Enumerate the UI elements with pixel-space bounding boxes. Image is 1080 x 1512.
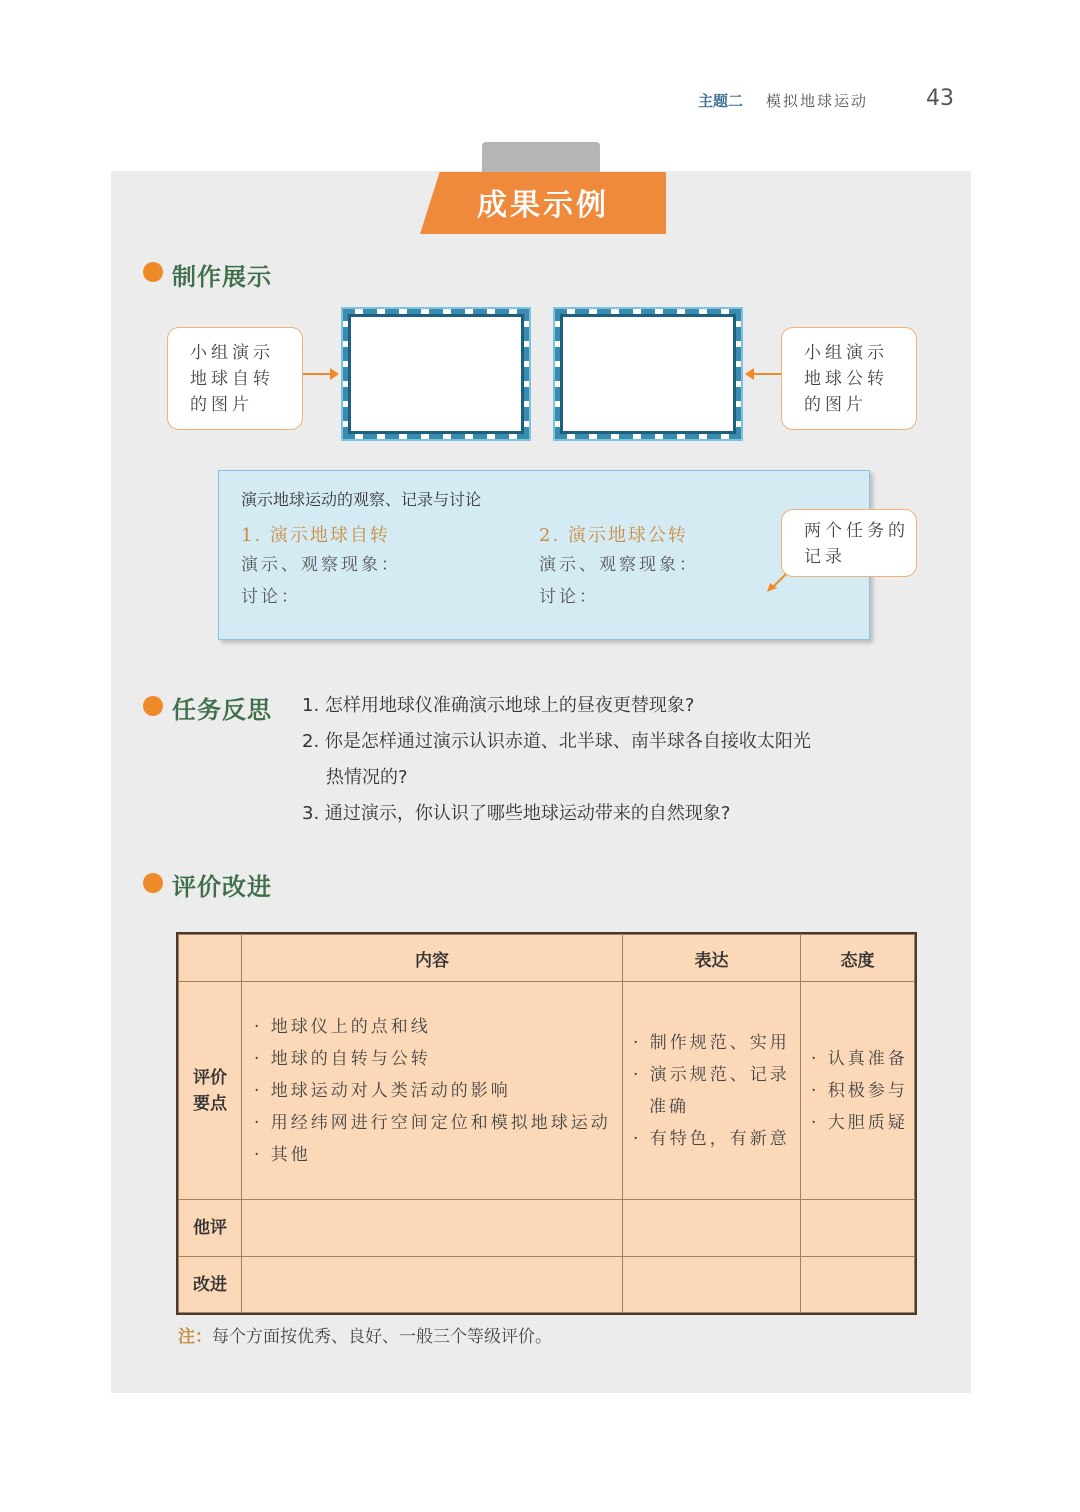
task2-observe: 演示、观察现象：	[539, 555, 699, 575]
header-topic: 主题二	[698, 92, 744, 110]
photo-frame-rotation	[341, 307, 531, 441]
right-callout-line: 地球公转	[804, 369, 888, 389]
callout-arrow-icon	[764, 572, 790, 594]
note-label: 注：	[178, 1327, 212, 1347]
table-row	[179, 982, 915, 1200]
list-item: · 认真准备	[811, 1048, 908, 1069]
row-label-points	[179, 982, 242, 1200]
task2-discuss: 讨论：	[539, 587, 599, 607]
right-callout-line: 小组演示	[804, 343, 888, 363]
list-item: · 大胆质疑	[811, 1112, 908, 1133]
arrow-head-icon	[330, 368, 339, 380]
section-bullet-icon	[143, 262, 163, 282]
task1-discuss: 讨论：	[241, 587, 301, 607]
question-item: 2. 你是怎样通过演示认识赤道、北半球、南半球各自接收太阳光	[302, 731, 811, 752]
table-header-content: 内容	[242, 935, 623, 982]
improve-attitude-cell	[801, 1257, 915, 1313]
question-item: 热情况的?	[326, 767, 408, 788]
peer-attitude-cell	[801, 1200, 915, 1257]
list-item: · 地球运动对人类活动的影响	[254, 1080, 511, 1101]
improve-content-cell	[242, 1257, 623, 1313]
arrow-right-icon	[303, 373, 333, 375]
note-text: 每个方面按优秀、良好、一般三个等级评价。	[212, 1327, 552, 1347]
row-label-peer: 他评	[179, 1200, 242, 1257]
right-callout-line: 的图片	[804, 395, 867, 415]
record-callout-line: 两个任务的	[804, 521, 909, 541]
table-corner-cell	[179, 935, 242, 982]
list-item: · 制作规范、实用	[633, 1032, 790, 1053]
table-row	[179, 1257, 915, 1313]
record-callout-line: 记录	[804, 547, 846, 567]
attitude-cell	[801, 982, 915, 1200]
table-header-attitude: 态度	[801, 935, 915, 982]
row-label-improve: 改进	[179, 1257, 242, 1313]
evaluation-table	[178, 934, 915, 1313]
list-item: 准确	[649, 1096, 689, 1117]
header-title: 模拟地球运动	[766, 92, 869, 110]
record-card-title: 演示地球运动的观察、记录与讨论	[241, 490, 482, 509]
arrow-left-icon	[753, 373, 781, 375]
content-cell	[242, 982, 623, 1200]
record-card	[218, 470, 870, 640]
row-label-line: 要点	[193, 1093, 227, 1114]
table-row	[179, 1200, 915, 1257]
left-callout-line: 小组演示	[190, 343, 274, 363]
expression-cell	[623, 982, 801, 1200]
list-item: · 有特色，有新意	[633, 1128, 790, 1149]
section-bullet-icon	[143, 873, 163, 893]
question-item: 3. 通过演示，你认识了哪些地球运动带来的自然现象?	[302, 803, 731, 824]
photo-frame-revolution	[553, 307, 743, 441]
task2-heading: 2. 演示地球公转	[539, 525, 688, 546]
section-title-display: 制作展示	[172, 263, 272, 291]
table-header-expression: 表达	[623, 935, 801, 982]
list-item: · 其他	[254, 1144, 311, 1165]
table-note	[178, 1322, 552, 1347]
right-callout	[781, 327, 917, 430]
page-number: 43	[926, 86, 954, 111]
section-title-reflection: 任务反思	[172, 696, 272, 724]
question-item: 1. 怎样用地球仪准确演示地球上的昼夜更替现象?	[302, 695, 695, 716]
left-callout-line: 地球自转	[190, 369, 274, 389]
table-header-row	[179, 935, 915, 982]
record-callout	[781, 509, 917, 577]
list-item: · 地球的自转与公转	[254, 1048, 431, 1069]
row-label-line: 评价	[193, 1067, 227, 1088]
task1-observe: 演示、观察现象：	[241, 555, 401, 575]
list-item: · 演示规范、记录	[633, 1064, 790, 1085]
task1-heading: 1. 演示地球自转	[241, 525, 390, 546]
banner-title: 成果示例	[477, 188, 609, 223]
list-item: · 积极参与	[811, 1080, 908, 1101]
left-callout	[167, 327, 303, 430]
left-callout-line: 的图片	[190, 395, 253, 415]
list-item: · 地球仪上的点和线	[254, 1016, 431, 1037]
section-bullet-icon	[143, 696, 163, 716]
list-item: · 用经纬网进行空间定位和模拟地球运动	[254, 1112, 611, 1133]
improve-expression-cell	[623, 1257, 801, 1313]
section-title-evaluation: 评价改进	[172, 873, 272, 901]
peer-content-cell	[242, 1200, 623, 1257]
peer-expression-cell	[623, 1200, 801, 1257]
